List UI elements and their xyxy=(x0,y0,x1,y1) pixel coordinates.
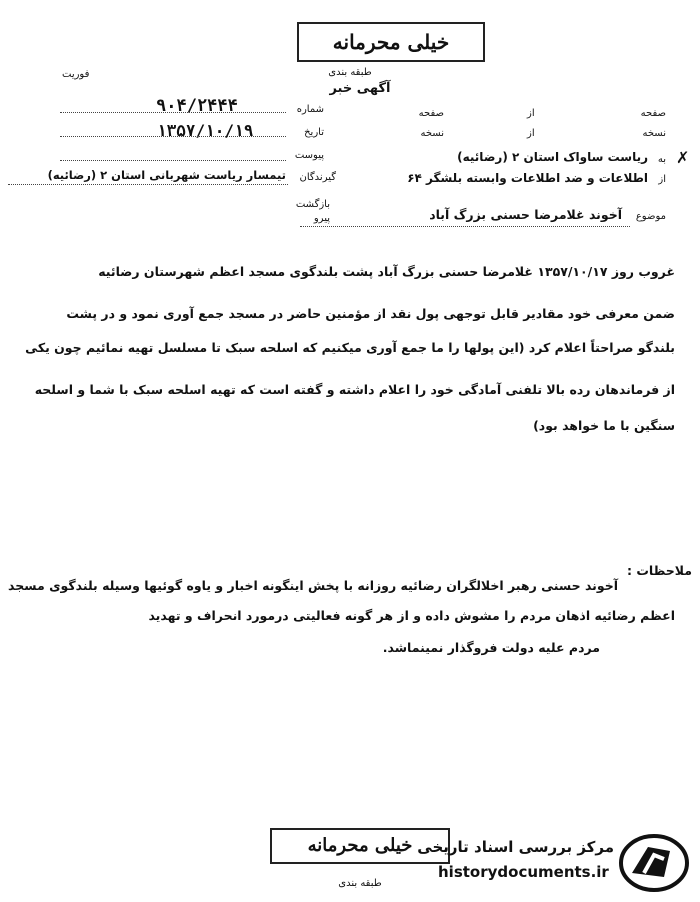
number-line xyxy=(60,112,286,113)
attachment-label: پیوست xyxy=(294,150,324,161)
from-label: از xyxy=(658,174,666,185)
number-value: ۹۰۴/۲۴۴۴ xyxy=(156,96,238,116)
priority-label: فوریت xyxy=(62,69,90,80)
watermark-org-name: مرکز بررسی اسناد تاریخی xyxy=(417,838,614,856)
copy-label: نسخه xyxy=(642,128,666,139)
body-line-2: ضمن معرفی خود مقادیر قابل توجهی پول نقد از مؤمنین حاضر در مسجد جمع آوری نمود و در پشت xyxy=(66,306,675,321)
notes-line-3: مردم علیه دولت فروگذار نمینماشد. xyxy=(382,640,600,655)
from-value: اطلاعات و ضد اطلاعات وابسته بلشگر ۶۴ xyxy=(407,171,648,185)
body-line-4: از فرماندهان رده بالا تلفنی آمادگی خود را اعلام داشته و گفته است که تهیه اسلحه سبک با شما و اسلحه xyxy=(34,382,675,397)
recipient-line xyxy=(8,184,288,185)
subject-value: آخوند غلامرضا حسنی بزرگ آباد xyxy=(429,207,622,222)
page-of-label: از xyxy=(527,108,535,119)
recipient-value: تیمسار ریاست شهربانی استان ۲ (رضائیه) xyxy=(47,168,286,182)
handwritten-check-mark: ✗ xyxy=(676,148,690,167)
classification-label: طبقه بندی xyxy=(328,67,372,78)
copy-of-label: از xyxy=(527,128,535,139)
body-line-3: بلندگو صراحتاً اعلام کرد (این پولها را ما جمع آوری میکنیم که اسلحه سبک تا مسلسل تهیه نمائیم چون یکی xyxy=(25,340,675,355)
page-label: صفحه xyxy=(640,108,666,119)
top-classification-stamp: خیلی محرمانه xyxy=(297,22,485,62)
subject-label: موضوع xyxy=(635,211,666,222)
followup-label: پیرو xyxy=(313,213,330,224)
review-label: بازگشت xyxy=(295,199,330,210)
date-label: تاریخ xyxy=(304,127,324,138)
to-value: ریاست ساواک استان ۲ (رضائیه) xyxy=(457,150,648,164)
notes-label: ملاحظات : xyxy=(626,563,692,578)
watermark-url: historydocuments.ir xyxy=(438,863,609,881)
attachment-line xyxy=(60,160,286,161)
bottom-classification-label: طبقه بندی xyxy=(338,878,382,889)
notes-line-1: آخوند حسنی رهبر اخلالگران رضائیه روزانه با پخش اینگونه اخبار و یاوه گوئیها وسیله بلندگوی مسجد xyxy=(8,578,618,593)
notes-line-2: اعظم رضائیه اذهان مردم را مشوش داده و از هر گونه فعالیتی درمورد انحراف و تهدید xyxy=(148,608,675,623)
bottom-classification-stamp: خیلی محرمانه xyxy=(270,828,450,864)
archive-logo-icon xyxy=(618,833,690,893)
page-copy-label: صفحه xyxy=(418,108,444,119)
body-line-1: غروب روز ۱۳۵۷/۱۰/۱۷ غلامرضا حسنی بزرگ آباد پشت بلندگوی مسجد اعظم شهرستان رضائیه xyxy=(98,264,675,279)
date-value: ۱۳۵۷/۱۰/۱۹ xyxy=(157,121,254,140)
number-label: شماره xyxy=(296,104,324,115)
subject-line xyxy=(300,226,630,227)
body-line-5: سنگین با ما خواهد بود) xyxy=(533,418,675,433)
date-line xyxy=(60,136,286,137)
copy-copy-label: نسخه xyxy=(420,128,444,139)
to-label: به xyxy=(657,154,666,165)
form-title: آگهی خبر xyxy=(329,81,391,96)
recipients-label: گیرندگان xyxy=(299,172,336,183)
